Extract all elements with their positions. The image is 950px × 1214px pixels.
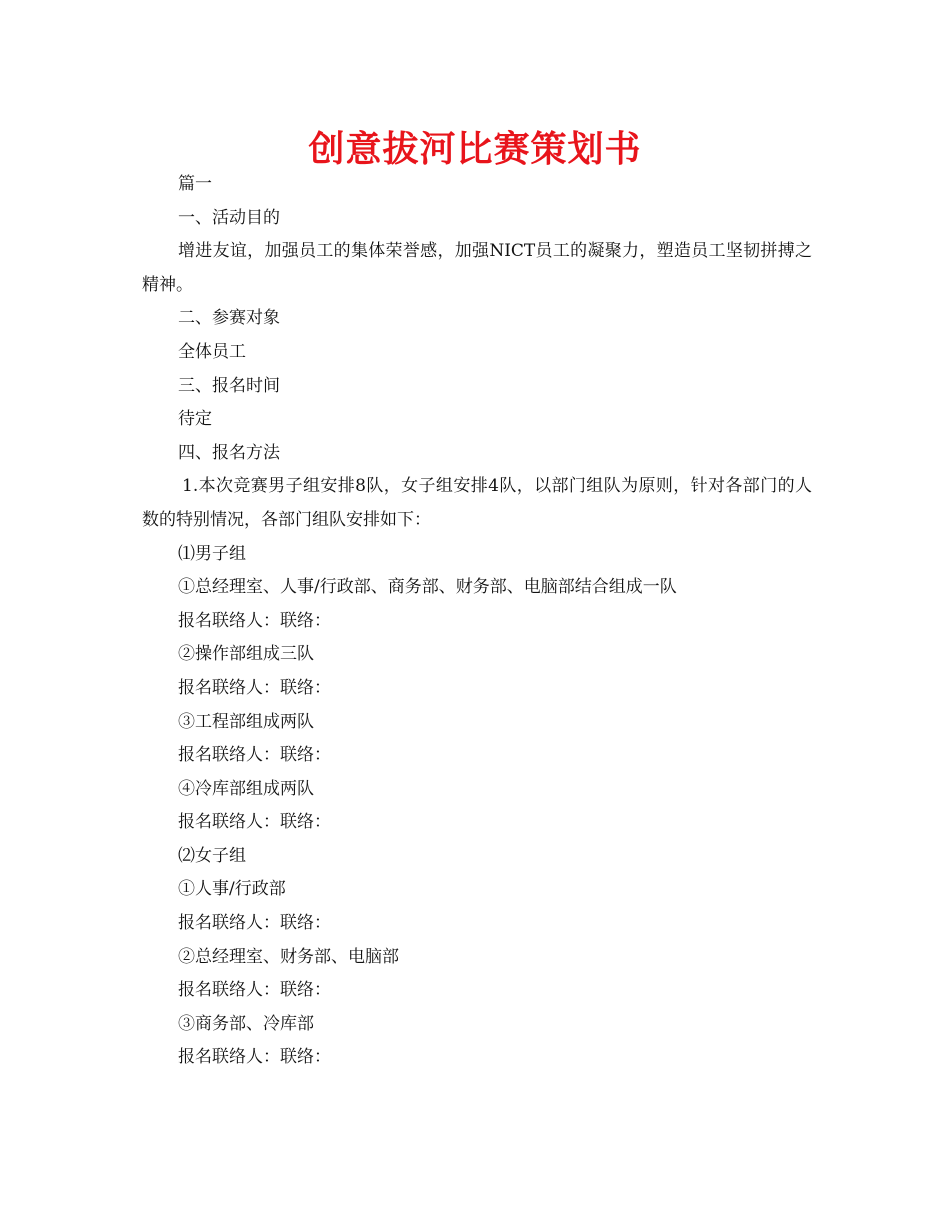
heading-participants: 二、参赛对象 — [178, 308, 280, 329]
paragraph-registration-time: 待定 — [178, 409, 212, 430]
heading-men-group: ⑴男子组 — [178, 543, 246, 564]
paragraph-participants: 全体员工 — [178, 341, 246, 362]
paragraph-section-label: 篇一 — [178, 174, 212, 194]
paragraph-activity-purpose: 增进友谊，加强员工的集体荣誉感，加强NICT员工的凝聚力，塑造员工坚韧拼搏之精神。 — [142, 241, 812, 295]
contact-line: 报名联络人：联络： — [178, 745, 331, 766]
heading-activity-purpose: 一、活动目的 — [178, 207, 280, 228]
heading-women-group: ⑵女子组 — [178, 845, 246, 866]
contact-line: 报名联络人：联络： — [178, 1047, 331, 1068]
list-item: ④冷库部组成两队 — [178, 778, 314, 799]
list-item: ③工程部组成两队 — [178, 711, 314, 732]
list-item: ③商务部、冷库部 — [178, 1013, 314, 1034]
list-item: ①总经理室、人事/行政部、商务部、财务部、电脑部结合组成一队 — [178, 577, 677, 598]
contact-line: 报名联络人：联络： — [178, 812, 331, 833]
heading-registration-time: 三、报名时间 — [178, 375, 280, 396]
heading-registration-method: 四、报名方法 — [178, 442, 280, 463]
list-item: ②总经理室、财务部、电脑部 — [178, 946, 399, 967]
list-item: ①人事/行政部 — [178, 879, 286, 900]
contact-line: 报名联络人：联络： — [178, 980, 331, 1001]
contact-line: 报名联络人：联络： — [178, 677, 331, 698]
list-item: ②操作部组成三队 — [178, 644, 314, 665]
contact-line: 报名联络人：联络： — [178, 913, 331, 934]
paragraph-team-arrangement: 1.本次竞赛男子组安排8队，女子组安排4队，以部门组队为原则，针对各部门的人数的特别情况，各部门组队安排如下： — [142, 476, 812, 530]
document-body — [142, 168, 812, 1075]
contact-line: 报名联络人：联络： — [178, 610, 331, 631]
document-title: 创意拔河比赛策划书 — [308, 129, 642, 170]
